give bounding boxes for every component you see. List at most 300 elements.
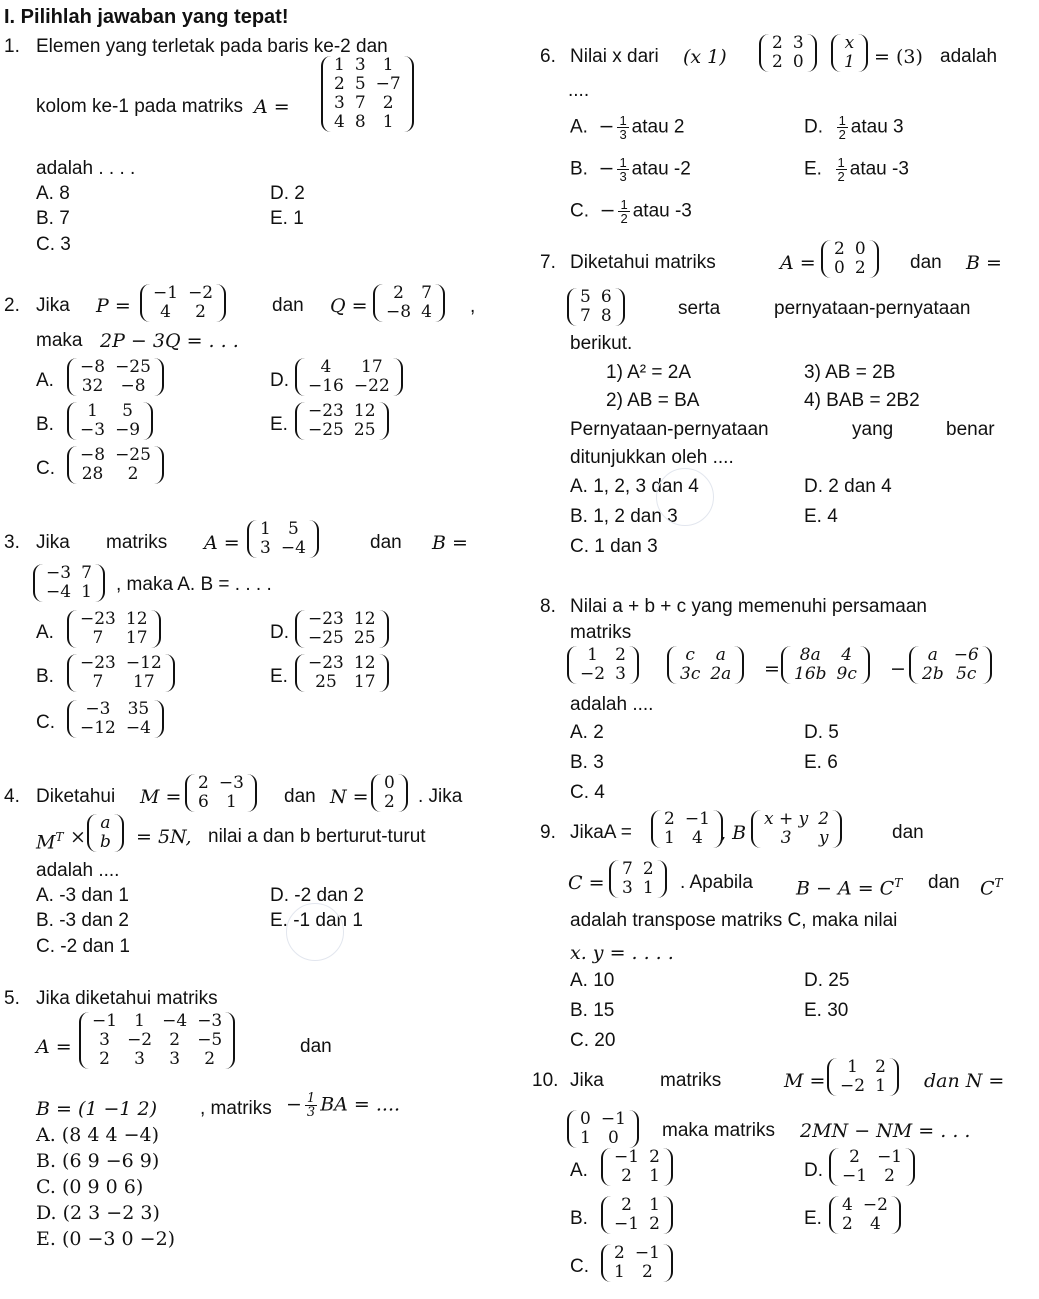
q9-dan: dan [892,822,924,843]
q2-q-label: Q = [330,295,368,317]
matrix-cell: 2 [649,1214,660,1234]
matrix [371,774,408,812]
q6-number: 6. [540,46,556,67]
matrix-cell: −2 [840,1076,866,1096]
q3-option-a-label[interactable]: A. [36,622,54,643]
q2-option-e-label[interactable]: E. [270,414,288,435]
q1-option-c[interactable]: C. 3 [36,234,71,255]
q4-option-b[interactable]: B. -3 dan 2 [36,910,129,931]
matrix-cell: 2 [621,1195,632,1215]
q9-number: 9. [540,822,556,843]
matrix-cell: −1 [842,1166,868,1186]
q9-option-a[interactable]: A. 10 [570,970,615,991]
matrix-cell: 2 [169,1030,181,1050]
matrix-cell: 3c [680,664,701,684]
matrix [87,814,124,852]
matrix-cell: −4 [280,538,306,558]
matrix-cell: −1 [92,1011,118,1031]
q6-option-b[interactable]: B. − $\frac{1}{3}$ atau -2 [570,155,691,184]
matrix [909,646,992,684]
matrix-cell: 2 [849,1147,860,1167]
matrix-cell: 28 [81,464,104,484]
matrix-cell: −23 [80,653,116,673]
q9-equation: $B - A = C^T$ [796,876,903,900]
matrix [67,358,164,396]
q5-a-label: A = [36,1036,72,1058]
q3-option-e[interactable] [292,654,392,692]
matrix-cell: 35 [127,699,150,719]
q4-mt: $M^T$ [36,830,64,854]
matrix-cell: 5 [122,401,133,421]
matrix [321,56,414,132]
matrix-cell: a [100,813,111,833]
q5-option-e[interactable]: E. (0 −3 0 −2) [36,1228,176,1250]
matrix-cell: 3 [260,538,271,558]
matrix [651,810,723,848]
matrix-cell: 1 [580,1128,591,1148]
q10-option-c[interactable] [598,1244,676,1282]
matrix-cell: −8 [80,357,106,377]
matrix [79,1012,235,1069]
matrix-cell: 1 [225,792,237,812]
matrix-cell: −1 [877,1147,903,1167]
matrix-cell: 1 [614,1262,625,1282]
q8-number: 8. [540,596,556,617]
q1-option-b[interactable]: B. 7 [36,208,70,229]
matrix [759,34,817,72]
q7-pernyataan: pernyataan-pernyataan [774,298,971,319]
q10-option-a[interactable] [598,1148,676,1186]
q9-option-e[interactable]: E. 30 [804,1000,849,1021]
q9-matrix-b [748,810,845,848]
q10-option-d[interactable] [826,1148,918,1186]
q2-option-e[interactable] [292,402,392,440]
matrix-cell: 2b [922,664,944,684]
matrix-cell: 2 [642,859,654,879]
matrix [33,564,105,602]
q10-matrix-m [824,1058,902,1096]
matrix-cell: −1 [684,809,710,829]
q6-matrix [756,34,820,72]
matrix [247,520,319,558]
matrix-cell: −2 [862,1195,888,1215]
q6-adalah: adalah [940,46,998,67]
q3-tail: , maka A. B = . . . . [116,574,272,595]
q2-option-c[interactable] [64,446,167,484]
matrix-cell: −12 [80,718,116,738]
q4-option-e[interactable]: E. -1 dan 1 [270,910,363,931]
matrix-cell: 9c [836,664,857,684]
matrix-cell: −3 [218,773,244,793]
q6-option-e[interactable]: E. $\frac{1}{2}$ atau -3 [804,155,909,184]
matrix-cell: −23 [80,609,116,629]
matrix-cell: 17 [353,672,376,692]
q9-matrix-a [648,810,726,848]
q8-option-a[interactable]: A. 2 [570,722,604,743]
matrix-cell: 2 [614,1243,625,1263]
matrix [609,860,667,898]
matrix-cell: 1 [587,645,598,665]
q8-option-d[interactable]: D. 5 [804,722,839,743]
matrix-cell: y [818,828,829,848]
q7-option-d[interactable]: D. 2 dan 4 [804,476,892,497]
matrix-cell: −22 [353,376,390,396]
q9-apabila: . Apabila [680,872,753,893]
q3-option-b-label[interactable]: B. [36,666,54,687]
q7-berikut: berikut. [570,333,633,354]
q10-m-label: M = [784,1070,826,1092]
matrix-cell: 1 [649,1166,660,1186]
matrix [827,1058,899,1096]
matrix [751,810,842,848]
q8-option-c[interactable]: C. 4 [570,782,605,803]
matrix-cell: 1 [649,1195,660,1215]
q7-statement-1: 1) A² = 2A [606,362,692,383]
q3-a-label: A = [204,532,240,554]
matrix-cell: 17 [133,672,155,692]
q10-option-b[interactable] [598,1196,676,1234]
matrix-cell: 2 [204,1049,216,1069]
matrix-cell: −1 [614,1147,640,1167]
q7-option-e[interactable]: E. 4 [804,506,838,527]
matrix-cell: 12 [125,609,148,629]
matrix [295,402,389,440]
matrix-cell: 0 [607,1128,619,1148]
matrix-cell: −1 [634,1243,660,1263]
q1-text-2: kolom ke-1 pada matriks [36,96,243,117]
q5-option-c[interactable]: C. (0 9 0 6) [36,1176,144,1198]
q1-text-3: adalah . . . . [36,158,136,179]
q6-option-c[interactable]: C. − $\frac{1}{2}$ atau -3 [570,197,692,226]
q7-option-a[interactable]: A. 1, 2, 3 dan 4 [570,476,699,497]
selection-mark [656,468,714,526]
q9-b-label: , B [720,822,747,844]
matrix-cell: 4 [334,112,345,132]
q1-option-a[interactable]: A. 8 [36,183,70,204]
q3-matriks: matriks [106,532,168,553]
q2-option-c-label[interactable]: C. [36,458,55,479]
q5-text: Jika diketahui matriks [36,988,218,1009]
matrix-cell: x + y [764,809,809,829]
q7-text: Diketahui matriks [570,252,716,273]
section-header: I. Pilihlah jawaban yang tepat! [4,6,289,28]
q6-dots: .... [568,80,590,101]
matrix-cell: 3 [354,55,366,75]
q5-option-d[interactable]: D. (2 3 −2 3) [36,1202,160,1224]
q1-text: Elemen yang terletak pada baris ke-2 dan [36,36,388,57]
q7-number: 7. [540,252,556,273]
matrix-cell: 12 [353,401,376,421]
matrix [373,284,445,322]
q4-option-a[interactable]: A. -3 dan 1 [36,885,129,906]
matrix-cell: 8a [799,645,821,665]
matrix-cell: 2 [772,33,783,53]
q10-matriks: matriks [660,1070,722,1091]
q1-option-d[interactable]: D. 2 [270,183,305,204]
matrix-cell: −7 [375,74,401,94]
matrix-cell: 0 [834,258,845,278]
matrix-cell: 32 [81,376,104,396]
matrix-cell: −16 [308,376,344,396]
q7-line-2: ditunjukkan oleh .... [570,447,734,468]
q3-option-c[interactable] [64,700,167,738]
matrix-cell: −4 [162,1011,188,1031]
matrix-cell: 3 [334,93,345,113]
matrix-cell: 7 [92,628,104,648]
q7-option-c[interactable]: C. 1 dan 3 [570,536,658,557]
matrix-cell: a [927,645,938,665]
matrix-cell: 2 [198,773,209,793]
q2-maka: maka [36,330,83,351]
q3-option-b[interactable] [64,654,178,692]
matrix [67,446,164,484]
q10-option-e-label[interactable]: E. [804,1208,822,1229]
q6-equation: = (3) [874,46,923,68]
matrix-cell: 7 [92,672,104,692]
q1-number: 1. [4,36,20,57]
matrix-cell: 2 [641,1262,653,1282]
q10-expression: 2MN − NM = . . . [800,1120,971,1142]
matrix-cell: 1 [260,519,271,539]
q4-option-c[interactable]: C. -2 dan 1 [36,936,130,957]
q7-statement-4: 4) BAB = 2B2 [804,390,920,411]
q7-yang: yang [852,419,894,440]
q2-jika: Jika [36,295,70,316]
q9-option-c[interactable]: C. 20 [570,1030,616,1051]
matrix-cell: 2 [875,1057,886,1077]
q8-text-2: matriks [570,622,632,643]
matrix-cell: 8 [600,306,612,326]
q5-b-label: B = (1 −1 2) [36,1098,158,1120]
matrix [67,700,164,738]
q2-option-d-label[interactable]: D. [270,370,289,391]
matrix-cell: 25 [315,672,337,692]
matrix-cell: 4 [160,302,171,322]
q6-option-a[interactable]: A. − $\frac{1}{3}$ atau 2 [570,113,685,142]
matrix-cell: −8 [120,376,146,396]
matrix-cell: 1 [642,878,654,898]
q4-matrix-n [368,774,411,812]
matrix-cell: 3 [792,33,804,53]
q7-line-1: Pernyataan-pernyataan [570,419,769,440]
q5-option-a[interactable]: A. (8 4 4 −4) [36,1124,160,1146]
matrix-cell: 2 [393,283,404,303]
matrix [667,646,744,684]
q9-line-2: adalah transpose matriks C, maka nilai [570,910,898,931]
q4-option-d[interactable]: D. -2 dan 2 [270,885,364,906]
matrix-cell: −25 [115,357,151,377]
matrix-cell: 0 [384,773,395,793]
q7-dan: dan [910,252,942,273]
matrix-cell: 3 [99,1030,110,1050]
matrix-cell: 1 [844,52,855,72]
matrix-cell: −25 [308,628,344,648]
matrix-cell: −23 [308,609,344,629]
matrix [295,610,389,648]
q3-dan: dan [370,532,402,553]
matrix [831,34,868,72]
selection-mark [286,903,344,961]
matrix [67,610,161,648]
matrix-cell: 7 [81,563,92,583]
matrix-cell: −3 [46,563,72,583]
matrix-cell: −23 [308,653,344,673]
matrix-cell: −4 [46,582,72,602]
q5-option-b[interactable]: B. (6 9 −6 9) [36,1150,160,1172]
matrix-cell: −1 [600,1109,626,1129]
q6-option-d[interactable]: D. $\frac{1}{2}$ atau 3 [804,113,904,142]
q3-option-d[interactable] [292,610,392,648]
matrix-cell: 1 [382,55,394,75]
matrix [295,654,389,692]
q5-expression: − $\frac{1}{3}$ BA = .... [286,1091,401,1120]
matrix-cell: 5 [287,519,299,539]
q3-option-a[interactable] [64,610,164,648]
q2-option-d[interactable] [292,358,406,396]
q10-option-b-label[interactable]: B. [570,1208,588,1229]
q7-option-b[interactable]: B. 1, 2 dan 3 [570,506,678,527]
matrix-cell: −23 [308,401,344,421]
q4-matrix-m [182,774,260,812]
matrix-cell: 2 [649,1147,660,1167]
matrix-cell: 3 [134,1049,145,1069]
matrix-cell: 2 [384,792,395,812]
matrix-cell: 2 [834,239,845,259]
q2-matrix-q [370,284,448,322]
q2-option-a-label[interactable]: A. [36,370,54,391]
matrix-cell: 1 [382,112,394,132]
q8-minus: − [890,658,906,680]
matrix [601,1148,673,1186]
q2-matrix-p [137,284,229,322]
matrix-cell: 7 [580,306,591,326]
q4-diketahui: Diketahui [36,786,116,807]
q6-vector [828,34,871,72]
q2-p-label: P = [96,295,131,317]
matrix-cell: 4 [421,302,432,322]
matrix-cell: 2 [772,52,783,72]
matrix-cell: 3 [169,1049,181,1069]
q2-comma: , [470,296,476,317]
q3-option-d-label[interactable]: D. [270,622,289,643]
matrix [567,1110,639,1148]
q9-ct: $C^T$ [980,876,1003,900]
q10-option-e[interactable] [826,1196,904,1234]
q1-option-e[interactable]: E. 1 [270,208,304,229]
matrix-cell: 4 [320,357,332,377]
q3-option-c-label[interactable]: C. [36,712,55,733]
matrix-cell: 3 [780,828,792,848]
q4-tail: nilai a dan b berturut-turut [208,826,426,847]
matrix-cell: −2 [188,283,214,303]
matrix-cell: −25 [115,445,151,465]
matrix-cell: 1 [81,582,92,602]
q9-option-d[interactable]: D. 25 [804,970,850,991]
q10-option-a-label[interactable]: A. [570,1160,588,1181]
q8-option-b[interactable]: B. 3 [570,752,604,773]
q3-number: 3. [4,532,20,553]
matrix-cell: 4 [691,828,703,848]
q3-b-label: B = [432,532,468,554]
matrix-cell: 1 [875,1076,886,1096]
q8-equals: = [764,658,780,680]
matrix-cell: 2 [854,258,866,278]
q9-c-label: C = [568,872,605,894]
matrix-cell: 12 [353,609,376,629]
matrix-cell: 2 [615,645,626,665]
matrix-cell: c [685,645,695,665]
q5-number: 5. [4,988,20,1009]
matrix-cell: 1 [847,1057,858,1077]
q10-tail: maka matriks [662,1120,775,1141]
q4-equation: = 5N, [136,826,192,848]
q4-number: 4. [4,786,20,807]
matrix-cell: 8 [354,112,366,132]
matrix-cell: 7 [622,859,633,879]
matrix-cell: 5c [956,664,977,684]
q2-expression: 2P − 3Q = . . . [100,330,239,352]
q2-number: 2. [4,295,20,316]
matrix-cell: −2 [127,1030,153,1050]
matrix-cell: 4 [869,1214,881,1234]
q2-option-b-label[interactable]: B. [36,414,54,435]
matrix-cell: −1 [614,1214,640,1234]
q7-benar: benar [946,419,995,440]
q3-matrix-b [30,564,108,602]
matrix-cell: −8 [80,445,106,465]
matrix-cell: 3 [615,664,626,684]
matrix [295,358,403,396]
q10-option-d-label[interactable]: D. [804,1160,823,1181]
matrix-cell: 5 [354,74,366,94]
q5-comma-matriks: , matriks [200,1098,272,1119]
matrix-cell: −8 [386,302,412,322]
q8-matrix-3 [778,646,873,684]
q2-dan: dan [272,295,304,316]
q1-matrix-label: A = [254,96,290,118]
matrix-cell: 0 [792,52,804,72]
q3-option-e-label[interactable]: E. [270,666,288,687]
matrix-cell: 6 [198,792,209,812]
q10-option-c-label[interactable]: C. [570,1256,589,1277]
matrix-cell: 2a [710,664,732,684]
q8-option-e[interactable]: E. 6 [804,752,838,773]
matrix-cell: 7 [421,283,432,303]
q9-option-b[interactable]: B. 15 [570,1000,615,1021]
q5-dan: dan [300,1036,332,1057]
q4-times: × [70,826,86,848]
q7-statement-2: 2) AB = BA [606,390,700,411]
q4-jika: . Jika [418,786,463,807]
matrix-cell: 1 [664,828,675,848]
matrix [67,402,153,440]
matrix [829,1196,901,1234]
matrix [140,284,226,322]
matrix-cell: 2 [99,1049,110,1069]
matrix-cell: −3 [85,699,111,719]
matrix-cell: 1 [134,1011,145,1031]
q2-option-a[interactable] [64,358,167,396]
q9-line-3: x. y = . . . . [570,942,674,964]
q4-adalah: adalah .... [36,860,120,881]
matrix-cell: 2 [127,464,139,484]
q6-text: Nilai x dari [570,46,659,67]
matrix-cell: 2 [818,809,830,829]
matrix-cell: 3 [622,878,633,898]
q2-option-b[interactable] [64,402,156,440]
matrix [567,288,625,326]
matrix-cell: a [715,645,726,665]
